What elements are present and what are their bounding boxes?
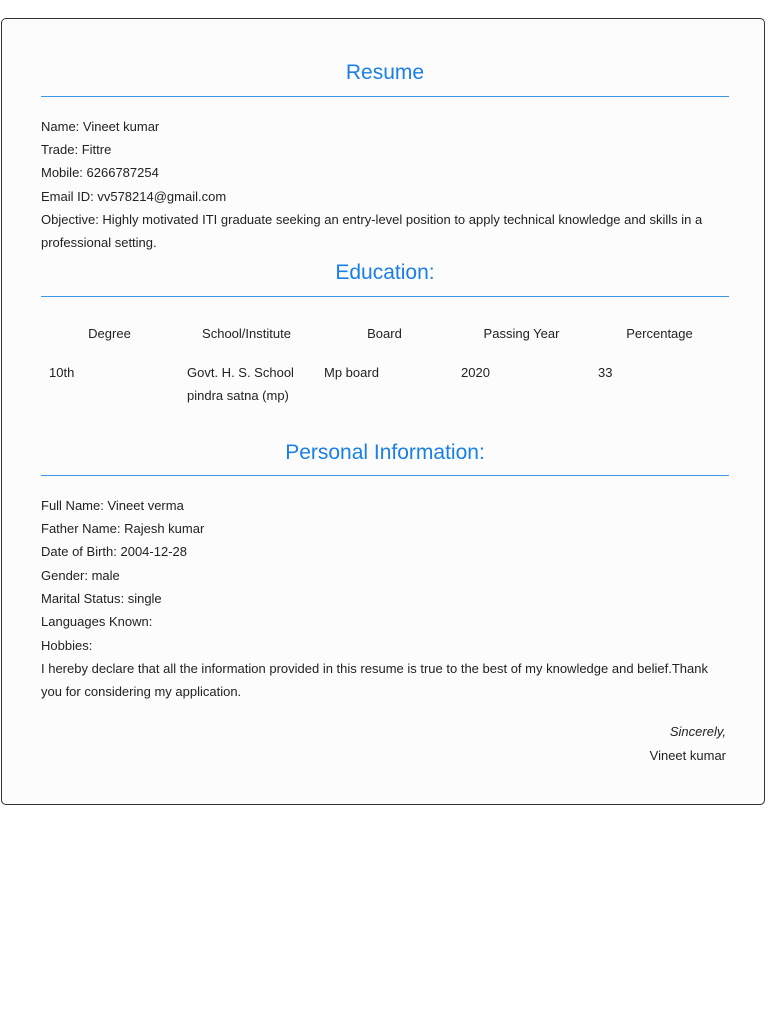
sincerely-text: Sincerely,: [669, 724, 726, 739]
father-name-line: Father Name: Rajesh kumar: [41, 521, 205, 536]
email-line: Email ID: vv578214@gmail.com: [41, 189, 227, 204]
header-year: Passing Year: [483, 326, 560, 341]
resume-title: Resume: [345, 61, 425, 84]
cell-degree: 10th: [49, 365, 75, 380]
trade-line: Trade: Fittre: [41, 142, 112, 157]
header-school: School/Institute: [202, 326, 291, 341]
signature-name: Vineet kumar: [649, 748, 726, 763]
title-divider: [41, 96, 729, 97]
personal-info-title: Personal Information:: [285, 441, 485, 464]
header-percentage: Percentage: [626, 326, 693, 341]
gender-line: Gender: male: [41, 568, 120, 583]
header-board: Board: [367, 326, 402, 341]
declaration-text: I hereby declare that all the information provided in this resume is true to the best of my knowledge and belief.Thank you for considering my application.: [41, 661, 708, 700]
hobbies-line: Hobbies:: [41, 638, 93, 653]
cell-board: Mp board: [324, 365, 379, 380]
cell-school: Govt. H. S. School pindra satna (mp): [187, 365, 294, 404]
marital-status-line: Marital Status: single: [41, 591, 162, 606]
dob-line: Date of Birth: 2004-12-28: [41, 544, 187, 559]
cell-year: 2020: [461, 365, 490, 380]
cell-percentage: 33: [598, 365, 613, 380]
languages-line: Languages Known:: [41, 614, 153, 629]
education-title: Education:: [335, 261, 435, 284]
header-degree: Degree: [88, 326, 131, 341]
objective-line: Objective: Highly motivated ITI graduate seeking an entry-level position to apply technical knowledge and skills in a professional setting.: [41, 212, 703, 251]
education-divider: [41, 296, 729, 297]
resume-card: [1, 18, 765, 805]
name-line: Name: Vineet kumar: [41, 119, 160, 134]
full-name-line: Full Name: Vineet verma: [41, 498, 184, 513]
mobile-line: Mobile: 6266787254: [41, 165, 159, 180]
personal-info-divider: [41, 475, 729, 476]
